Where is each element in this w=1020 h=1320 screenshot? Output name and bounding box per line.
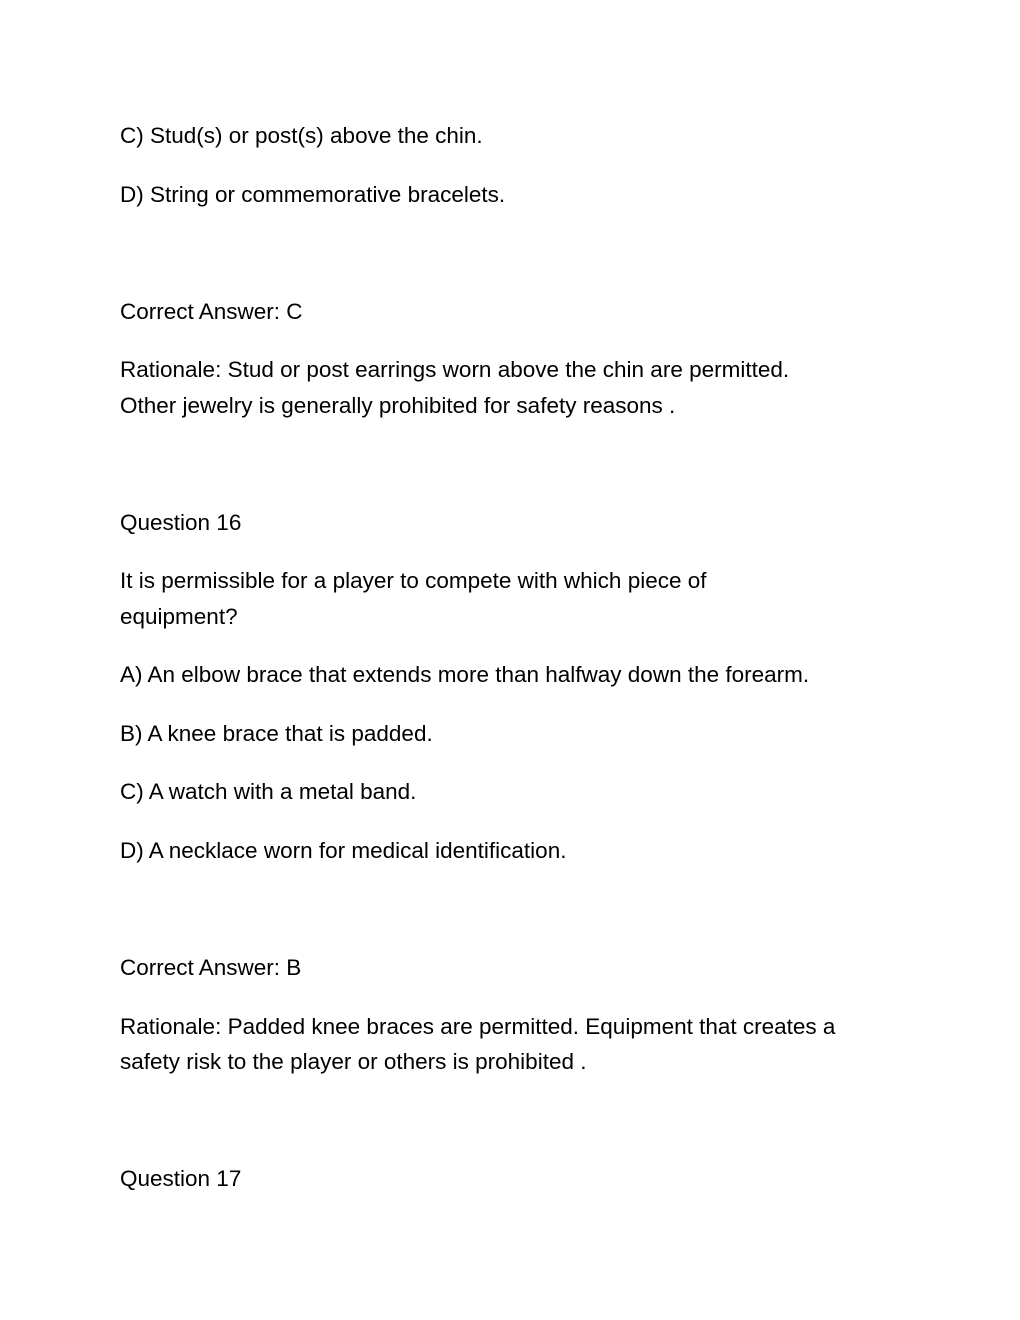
question-16-rationale-line-1: Rationale: Padded knee braces are permitted. Equipment that creates a <box>120 1014 836 1039</box>
question-16-rationale-line-2: safety risk to the player or others is prohibited . <box>120 1049 587 1074</box>
question-17-heading: Question 17 <box>120 1166 242 1191</box>
question-16-option-b: B) A knee brace that is padded. <box>120 721 433 746</box>
option-c-text: C) Stud(s) or post(s) above the chin. <box>120 123 483 148</box>
question-16-heading: Question 16 <box>120 510 242 535</box>
option-d-text: D) String or commemorative bracelets. <box>120 182 506 207</box>
question-16-correct-answer: Correct Answer: B <box>120 955 302 980</box>
rationale-line-1: Rationale: Stud or post earrings worn above the chin are permitted. <box>120 357 790 382</box>
rationale-line-2: Other jewelry is generally prohibited for safety reasons . <box>120 393 676 418</box>
question-16-prompt-line-2: equipment? <box>120 604 238 629</box>
correct-answer-text: Correct Answer: C <box>120 299 303 324</box>
question-16-option-a: A) An elbow brace that extends more than halfway down the forearm. <box>120 662 810 687</box>
question-16-prompt-line-1: It is permissible for a player to compete with which piece of <box>120 568 707 593</box>
question-16-option-c: C) A watch with a metal band. <box>120 779 417 804</box>
question-16-option-d: D) A necklace worn for medical identification. <box>120 838 567 863</box>
